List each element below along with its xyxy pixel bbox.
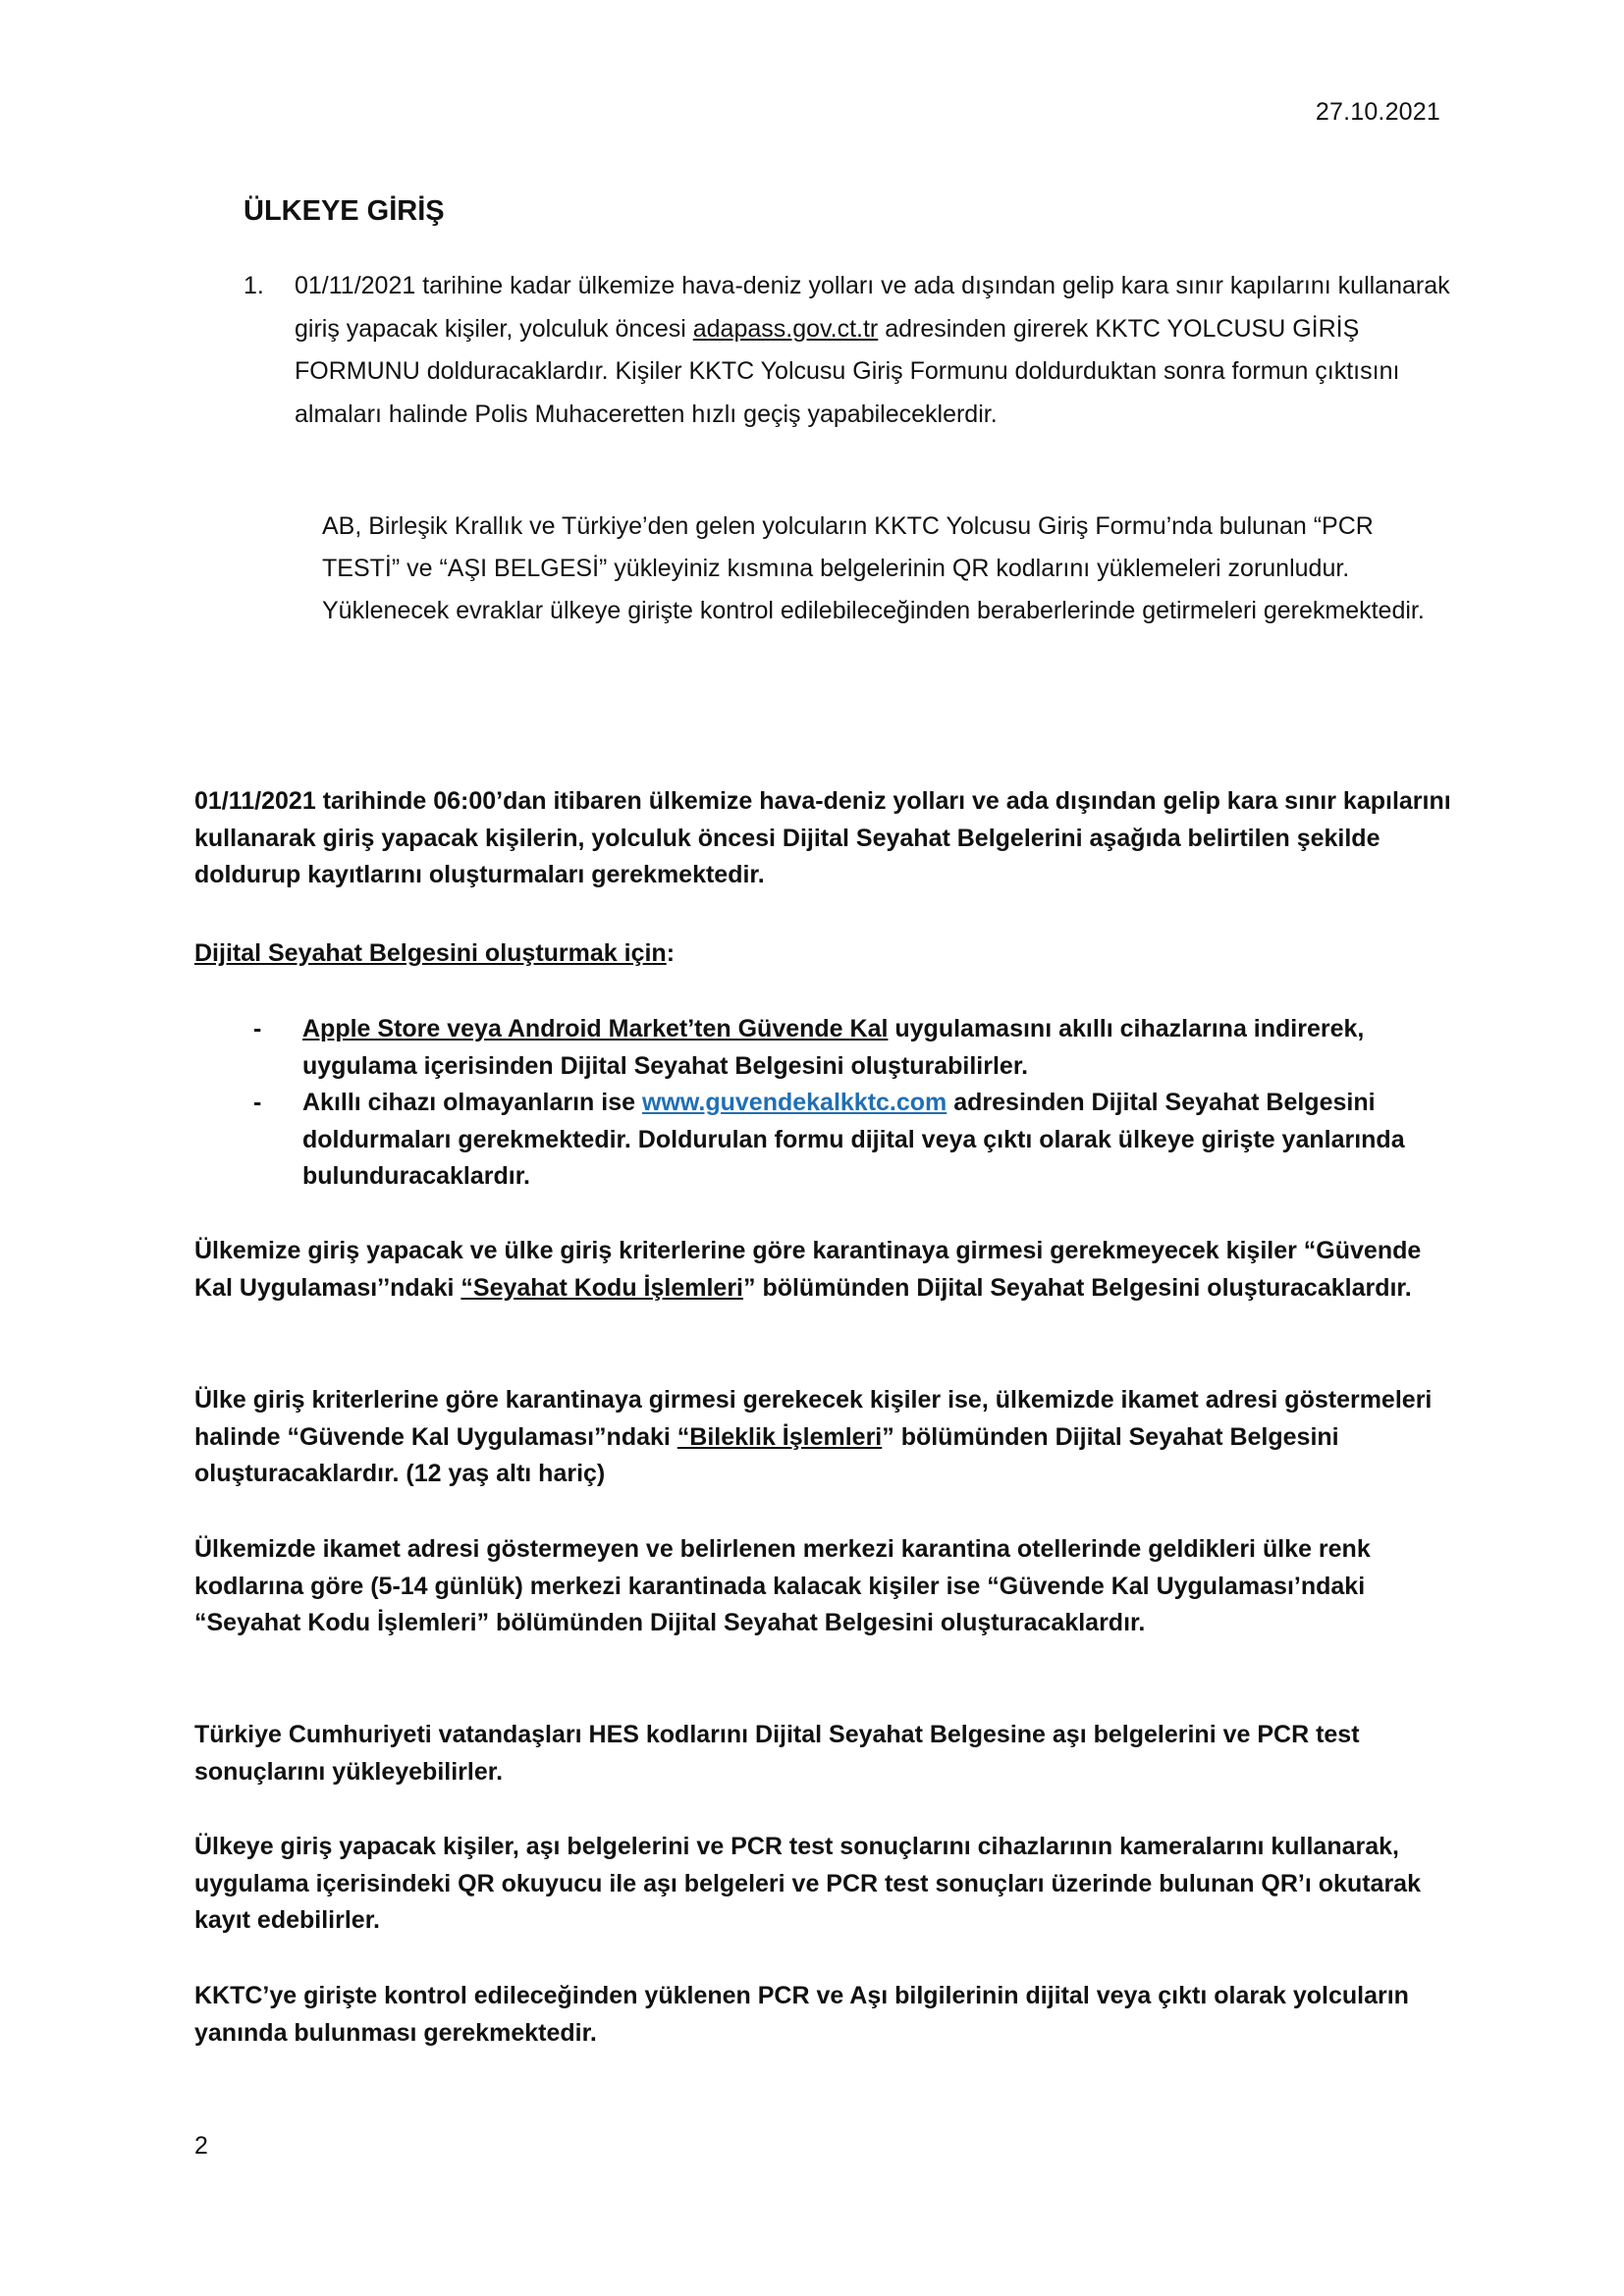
bullet-dash: - (253, 1015, 262, 1042)
app-store-text: Apple Store veya Android Market’ten Güvende Kal (302, 1015, 889, 1042)
paragraph-qr-scan: Ülkeye giriş yapacak kişiler, aşı belgelerini ve PCR test sonuçlarını cihazlarının kameralarını kullanarak, uygulama içerisindeki QR okuyucu ile aşı belgeleri ve PCR test sonuçları üzerinde bulunan QR’ı okutarak kayıt edebilirler. (194, 1833, 1421, 1934)
bullet-item-website: - Akıllı cihazı olmayanların ise www.guvendekalkktc.com adresinden Dijital Seyahat Belgesini doldurmaları gerekmektedir. Doldurulan formu dijital veya çıktı olarak ülkeye girişte yanlarında bulunduracaklardır. (253, 1085, 1461, 1196)
paragraph-carry-docs: KKTC’ye girişte kontrol edileceğinden yüklenen PCR ve Aşı bilgilerinin dijital veya çıktı olarak yolcuların yanında bulunması gerekmektedir. (194, 1982, 1409, 2047)
list-item-note: AB, Birleşik Krallık ve Türkiye’den gelen yolcuların KKTC Yolcusu Giriş Formu’nda bulunan “PCR TESTİ” ve “AŞI BELGESİ” yükleyiniz kısmına belgelerinin QR kodlarını yüklemeleri zorunludur. Yüklenecek evraklar ülkeye girişte kontrol edilebileceğinden beraberlerinde getirmeleri gerekmektedir. (322, 512, 1425, 624)
page-number: 2 (194, 2132, 208, 2160)
document-date: 27.10.2021 (1315, 98, 1440, 126)
paragraph-hes-codes: Türkiye Cumhuriyeti vatandaşları HES kodlarını Dijital Seyahat Belgesine aşı belgelerini ve PCR test sonuçlarını yükleyebilirler. (194, 1721, 1360, 1786)
bullet-item-app: - Apple Store veya Android Market’ten Güvende Kal uygulamasını akıllı cihazlarına indirerek, uygulama içerisinden Dijital Seyahat Belgesini oluşturabilirler. (253, 1011, 1461, 1085)
section-title: ÜLKEYE GİRİŞ (244, 195, 445, 227)
paragraph-quarantine: Ülke giriş kriterlerine göre karantinaya girmesi gerekecek kişiler ise, ülkemizde ikamet adresi göstermeleri halinde “Güvende Kal Uygulaması”ndaki “Bileklik İşlemleri” bölümünden Dijital Seyahat Belgesini oluşturacaklardır. (12 yaş altı hariç) (194, 1386, 1433, 1487)
list-number: 1. (244, 272, 264, 299)
intro-paragraph: 01/11/2021 tarihinde 06:00’dan itibaren ülkemize hava-deniz yolları ve ada dışından gelip kara sınır kapılarını kullanarak giriş yapacak kişilerin, yolculuk öncesi Dijital Seyahat Belgelerini aşağıda belirtilen şekilde doldurup kayıtlarını oluşturmaları gerekmektedir. (194, 787, 1451, 888)
list-item-text: 01/11/2021 tarihine kadar ülkemize hava-deniz yolları ve ada dışından gelip kara sınır kapılarını kullanarak giriş yapacak kişiler, yolculuk öncesi adapass.gov.ct.tr adresinden girerek KKTC YOLCUSU GİRİŞ FORMUNU dolduracaklardır. Kişiler KKTC Yolcusu Giriş Formunu doldurduktan sonra formun çıktısını almaları halinde Polis Muhaceretten hızlı geçiş yapabileceklerdir. (295, 272, 1450, 428)
howto-heading: Dijital Seyahat Belgesini oluşturmak için: (194, 939, 676, 967)
adapass-link[interactable]: adapass.gov.ct.tr (692, 314, 879, 343)
guvendekal-link[interactable]: www.guvendekalkktc.com (641, 1089, 947, 1116)
bullet-dash: - (253, 1089, 262, 1116)
paragraph-central-quarantine: Ülkemizde ikamet adresi göstermeyen ve belirlenen merkezi karantina otellerinde geldikleri ülke renk kodlarına göre (5-14 günlük) merkezi karantinada kalacak kişiler ise “Güvende Kal Uygulaması’ndaki “Seyahat Kodu İşlemleri” bölümünden Dijital Seyahat Belgesini oluşturacaklardır. (194, 1535, 1371, 1636)
numbered-list-item-1 (244, 265, 1451, 436)
paragraph-no-quarantine: Ülkemize giriş yapacak ve ülke giriş kriterlerine göre karantinaya girmesi gerekmeyecek kişiler “Güvende Kal Uygulaması’’ndaki “Seyahat Kodu İşlemleri” bölümünden Dijital Seyahat Belgesini oluşturacaklardır. (194, 1237, 1422, 1302)
